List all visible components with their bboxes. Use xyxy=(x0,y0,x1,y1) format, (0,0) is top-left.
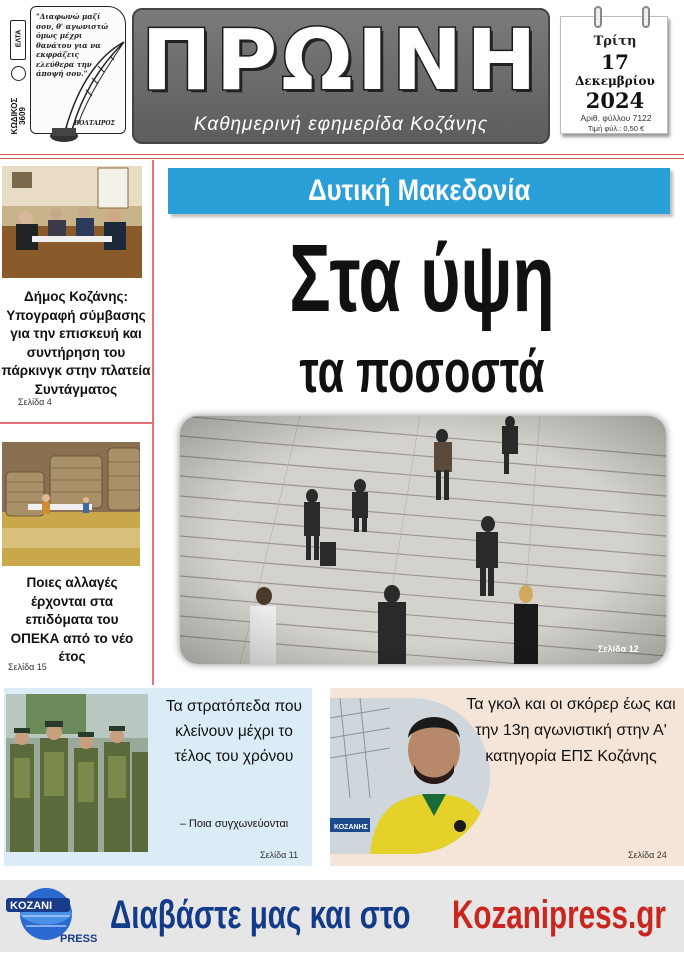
meeting-photo xyxy=(2,166,142,278)
army-story[interactable] xyxy=(4,688,312,866)
issue-number: Αριθ. φύλλου 7122 xyxy=(580,113,652,123)
calendar-day: Τρίτη xyxy=(593,34,637,49)
issue-price: Τιμή φύλ.: 0,50 € xyxy=(587,124,645,133)
elta-label: ΕΛΤΑ xyxy=(15,29,23,48)
main-headline-line2[interactable]: τα ποσοστά xyxy=(299,338,545,405)
main-story-kicker xyxy=(168,168,670,214)
quill-icon xyxy=(38,36,128,146)
svg-text:ΚΟΖΑΝΗΣ: ΚΟΖΑΝΗΣ xyxy=(334,824,368,831)
main-story-photo[interactable] xyxy=(180,416,666,664)
kozani-press-logo xyxy=(4,884,104,948)
elta-mark xyxy=(10,20,26,60)
kozanipress-banner[interactable] xyxy=(0,880,684,952)
masthead-rule xyxy=(0,158,684,159)
masthead xyxy=(0,0,684,155)
side-strip xyxy=(8,8,30,154)
newspaper-title: ΠΡΩΙΝΗ xyxy=(141,11,541,109)
elta-logo-icon xyxy=(11,66,26,81)
football-story-headline: Τα γκολ και οι σκόρερ έως και την 13η αγωνιστική στην Α' κατηγορία ΕΠΣ Κοζάνης xyxy=(466,696,676,765)
postal-code-value: 3609 xyxy=(18,107,27,125)
army-story-subhead: – Ποια συγχωνεύονται xyxy=(179,818,289,830)
banner-text xyxy=(110,890,680,940)
date-calendar xyxy=(556,6,674,148)
logo-bottom-text: PRESS xyxy=(60,933,98,945)
calendar-date: 17 xyxy=(601,50,629,74)
football-story[interactable] xyxy=(330,688,684,866)
masthead-title-box xyxy=(132,8,550,144)
coins-photo xyxy=(2,442,140,566)
quote-author: ΒΟΛΤΑΙΡΟΣ xyxy=(74,120,115,127)
quote-text: "Διαφωνώ μαζί σου, θ' αγωνιστώ όμως μέχρι θανάτου για να εκφράζεις ελεύθερα την άποψή σου." xyxy=(36,12,109,78)
banner-site-link[interactable]: Kozanipress.gr xyxy=(452,893,666,937)
left-story-opeka[interactable] xyxy=(0,430,152,685)
soldiers-photo xyxy=(6,694,148,852)
quote-box xyxy=(8,6,126,142)
left-story-divider xyxy=(0,422,152,424)
calendar-ring-icon xyxy=(642,6,650,28)
masthead-rule xyxy=(0,154,684,155)
left-story-headline: Δήμος Κοζάνης: Υπογραφή σύμβασης για την επισκευή και συντήρηση του πάρκινγκ στην πλατεία Συντάγματος xyxy=(1,289,151,397)
postal-code xyxy=(11,93,27,139)
football-story-page: Σελίδα 24 xyxy=(628,850,667,860)
banner-read-text: Διαβάστε μας και στο xyxy=(110,893,411,937)
postal-code-label: ΚΩΔΙΚΟΣ xyxy=(10,97,19,135)
calendar-month: Δεκεμβρίου xyxy=(575,74,655,88)
army-story-headline: Τα στρατόπεδα που κλείνουν μέχρι το τέλος του χρόνου xyxy=(165,698,303,765)
army-story-page: Σελίδα 11 xyxy=(260,850,299,860)
left-story-kozani-parking[interactable] xyxy=(0,160,152,422)
left-story-page: Σελίδα 4 xyxy=(18,397,52,407)
calendar-ring-icon xyxy=(594,6,602,28)
left-story-headline: Ποιες αλλαγές έρχονται στα επιδόματα του ΟΠΕΚΑ από το νέο έτος xyxy=(10,575,134,664)
kicker-label: Δυτική Μακεδονία xyxy=(307,174,531,207)
logo-top-text: KOZANI xyxy=(10,900,53,912)
newspaper-subtitle: Καθημερινή εφημερίδα Κοζάνης xyxy=(193,114,489,135)
main-story-page: Σελίδα 12 xyxy=(598,644,639,654)
left-story-page: Σελίδα 15 xyxy=(8,662,47,672)
calendar-year: 2024 xyxy=(585,88,645,113)
main-headline-line1[interactable]: Στα ύψη xyxy=(289,225,555,332)
left-column-divider xyxy=(152,160,154,685)
